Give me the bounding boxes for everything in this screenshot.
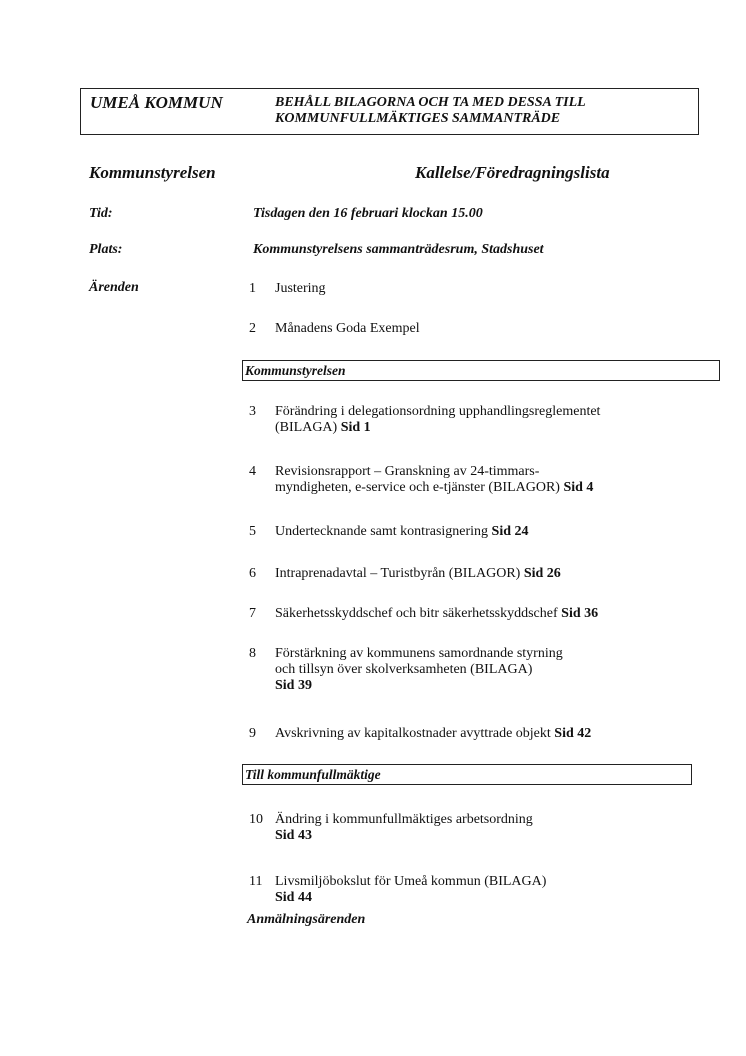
- item-number: 6: [249, 566, 256, 581]
- item-text: Undertecknande samt kontrasignering: [275, 524, 489, 539]
- place-value: Kommunstyrelsens sammanträdesrum, Stadshuset: [253, 242, 544, 257]
- item-text: Intraprenadavtal – Turistbyrån (BILAGOR): [275, 566, 521, 581]
- agenda-item: [275, 726, 591, 742]
- item-text: Säkerhetsskyddschef och bitr säkerhetsskyddschef: [275, 606, 558, 621]
- agenda-item: [275, 874, 546, 906]
- item-text: Ändring i kommunfullmäktiges arbetsordning: [275, 812, 533, 827]
- agenda-item: [275, 566, 561, 582]
- place-label: Plats:: [89, 242, 123, 257]
- section-kommunstyrelsen: [242, 360, 720, 381]
- item-text: Justering: [275, 281, 326, 296]
- notice-text: [275, 95, 586, 127]
- item-text: Avskrivning av kapitalkostnader avyttrade objekt: [275, 726, 551, 741]
- item-number: 9: [249, 726, 256, 741]
- page-ref: Sid 42: [554, 726, 592, 741]
- agenda-item: [275, 281, 326, 297]
- item-number: 1: [249, 281, 256, 296]
- page-ref: Sid 24: [491, 524, 529, 539]
- item-text: och tillsyn över skolverksamheten (BILAGA): [275, 662, 533, 677]
- agenda-item: [275, 404, 600, 436]
- item-number: 5: [249, 524, 256, 539]
- section-till-kommunfullmaktige: [242, 764, 692, 785]
- item-text: myndigheten, e-service och e-tjänster (BILAGOR): [275, 480, 560, 495]
- item-number: 8: [249, 646, 256, 661]
- item-text: Revisionsrapport – Granskning av 24-timmars-: [275, 464, 540, 479]
- item-text: Livsmiljöbokslut för Umeå kommun (BILAGA): [275, 874, 547, 889]
- agenda-item: [275, 464, 593, 496]
- agenda-item: [275, 812, 533, 844]
- body-title: Kommunstyrelsen: [89, 163, 216, 182]
- section-heading: Kommunstyrelsen: [245, 363, 346, 378]
- section-heading: Till kommunfullmäktige: [245, 767, 381, 782]
- item-text: Månadens Goda Exempel: [275, 321, 420, 336]
- item-number: 3: [249, 404, 256, 419]
- item-number: 4: [249, 464, 256, 479]
- agenda-item: [275, 524, 529, 540]
- time-value: Tisdagen den 16 februari klockan 15.00: [253, 206, 483, 221]
- item-number: 10: [249, 812, 263, 827]
- agenda-item: [275, 646, 563, 694]
- page-ref: Sid 4: [563, 480, 594, 495]
- agenda-item: [275, 321, 420, 337]
- page-ref: Sid 44: [275, 890, 312, 905]
- item-text: Förstärkning av kommunens samordnande styrning: [275, 646, 563, 661]
- item-text: (BILAGA): [275, 420, 338, 435]
- item-number: 2: [249, 321, 256, 336]
- page-ref: Sid 1: [340, 420, 371, 435]
- page-ref: Sid 36: [561, 606, 599, 621]
- section-anmalningsarenden: Anmälningsärenden: [247, 912, 366, 927]
- org-name: UMEÅ KOMMUN: [90, 93, 223, 112]
- agenda-item: [275, 606, 598, 622]
- item-text: Förändring i delegationsordning upphandlingsreglementet: [275, 404, 601, 419]
- item-number: 7: [249, 606, 256, 621]
- page-ref: Sid 43: [275, 828, 312, 843]
- items-label: Ärenden: [89, 280, 139, 295]
- document-title: Kallelse/Föredragningslista: [415, 163, 610, 182]
- page-ref: Sid 39: [275, 678, 312, 693]
- page-ref: Sid 26: [523, 566, 561, 581]
- time-label: Tid:: [89, 206, 113, 221]
- notice-line-2: KOMMUNFULLMÄKTIGES SAMMANTRÄDE: [275, 111, 561, 126]
- item-number: 11: [249, 874, 263, 889]
- notice-line-1: BEHÅLL BILAGORNA OCH TA MED DESSA TILL: [275, 95, 586, 110]
